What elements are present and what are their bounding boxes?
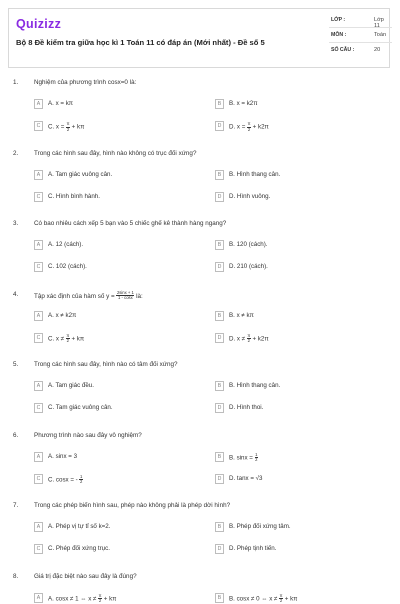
option-letter-box: D (215, 192, 224, 202)
option-text (229, 100, 258, 107)
answer-option[interactable] (215, 403, 375, 414)
question-text (34, 291, 143, 301)
question-text: Phương trình nào sau đây vô nghiệm? (34, 431, 142, 439)
option-letter-box: B (215, 170, 224, 180)
option-text-part: B. cosx ≠ 0 ⇔ x ≠ (229, 595, 280, 603)
option-letter-box: D (215, 262, 224, 272)
answer-option[interactable] (34, 593, 194, 604)
option-text-part: A. Phép vị tự tỉ số k=2. (48, 523, 111, 530)
option-text-part: A. sinx = 3 (48, 452, 78, 460)
worksheet-header (8, 8, 390, 68)
option-text (229, 475, 263, 482)
fraction-numerator: π (247, 332, 251, 338)
answer-option[interactable] (34, 403, 194, 414)
question-text-part: là: (134, 292, 143, 300)
fraction-denominator: 1 - cosx (118, 295, 133, 301)
option-text (48, 241, 83, 248)
option-text-part: D. Phép tịnh tiến. (229, 545, 277, 552)
subject-value: Toán (374, 32, 387, 38)
answer-option[interactable] (34, 170, 194, 181)
option-letter-box: D (215, 333, 224, 343)
option-letter-box: A (34, 311, 43, 321)
fraction-numerator: 1 (255, 451, 258, 457)
question-number: 2. (13, 149, 19, 157)
answer-option[interactable] (34, 544, 194, 555)
option-text-part: A. x = kπ (48, 100, 74, 107)
option-text (229, 404, 263, 411)
option-text-part: C. 102 (cách). (48, 263, 87, 270)
option-letter-box: A (34, 593, 43, 603)
option-text-part: C. cosx = - (48, 476, 80, 484)
fraction (79, 475, 82, 485)
option-text-part: C. x = (48, 123, 67, 131)
option-letter-box: C (34, 544, 43, 554)
fraction-denominator: 2 (279, 598, 283, 604)
answer-option[interactable] (34, 262, 194, 273)
fraction-denominator: 2 (98, 598, 102, 604)
answer-option[interactable] (215, 474, 375, 485)
option-letter-box: B (215, 522, 224, 532)
option-text-part: + kπ (69, 335, 85, 343)
option-text-part: C. Tam giác vuông cân. (48, 404, 113, 411)
option-letter-box: A (34, 240, 43, 250)
option-text (48, 475, 83, 485)
fraction (255, 453, 258, 463)
option-text-part: A. Tam giác đều. (48, 382, 94, 389)
option-text-part: B. x ≠ kπ (229, 311, 254, 319)
answer-option[interactable] (34, 192, 194, 203)
option-text-part: B. x = k2π (229, 100, 258, 107)
answer-option[interactable] (34, 522, 194, 533)
question-text: Nghiệm của phương trình cosx=0 là: (34, 79, 137, 86)
option-text (48, 263, 87, 270)
answer-option[interactable] (34, 99, 194, 110)
question-text: Có bao nhiêu cách xếp 5 bạn vào 5 chiếc ghế kê thành hàng ngang? (34, 220, 227, 227)
option-text-part: D. x ≠ (229, 335, 247, 343)
meta-divider (329, 42, 392, 43)
option-letter-box: C (34, 333, 43, 343)
fraction-denominator: 2 (247, 338, 250, 344)
option-text (229, 382, 280, 389)
fraction-denominator: 2 (66, 338, 69, 344)
option-text-part: A. Tam giác vuông cân. (48, 170, 113, 178)
answer-option[interactable] (215, 333, 375, 344)
option-letter-box: C (34, 474, 43, 484)
option-text (48, 545, 110, 552)
answer-option[interactable] (215, 544, 375, 555)
option-text-part: B. Hình thang cân. (229, 170, 281, 178)
option-text (229, 241, 268, 248)
question-number: 3. (13, 220, 19, 227)
fraction-denominator: 2 (79, 479, 83, 485)
question-number: 5. (13, 361, 19, 368)
option-text-part: B. Hình thang cân. (229, 382, 281, 389)
option-text (229, 594, 297, 604)
option-text (48, 171, 112, 178)
answer-option[interactable] (215, 121, 375, 132)
option-text (48, 382, 94, 389)
option-letter-box: C (34, 403, 43, 413)
fraction-numerator: π (66, 332, 70, 338)
option-letter-box: C (34, 262, 43, 272)
fraction-numerator: 2sinx + 1 (116, 289, 134, 295)
fraction-numerator: π (247, 121, 251, 126)
option-text (48, 122, 84, 132)
option-text (229, 523, 291, 530)
option-text (229, 263, 268, 270)
question-text: Trong các phép biến hình sau, phép nào không phải là phép dời hình? (34, 502, 231, 509)
option-text-part: + k2π (250, 335, 269, 343)
fraction-denominator: 2 (247, 126, 251, 132)
option-text-part: D. Hình thoi. (229, 404, 264, 411)
option-text (229, 193, 270, 200)
question-number: 7. (13, 502, 19, 509)
answer-option[interactable] (215, 99, 375, 110)
option-letter-box: D (215, 474, 224, 484)
option-text (48, 404, 113, 411)
option-letter-box: C (34, 192, 43, 202)
option-letter-box: D (215, 121, 224, 131)
option-text-part: + k2π (250, 123, 269, 131)
option-text-part: + kπ (69, 123, 85, 131)
option-text-part: C. Hình bình hành. (48, 192, 100, 200)
option-letter-box: B (215, 452, 224, 462)
option-letter-box: A (34, 99, 43, 109)
question-number: 8. (13, 572, 19, 580)
option-text (229, 545, 276, 552)
option-letter-box: D (215, 544, 224, 554)
option-text-part: D. x = (229, 123, 248, 131)
answer-option[interactable] (215, 262, 375, 273)
fraction-denominator: 2 (255, 457, 258, 463)
option-text-part: B. 120 (cách). (229, 241, 268, 248)
option-text-part: D. tanx = √3 (229, 474, 263, 482)
answer-option[interactable] (34, 333, 194, 344)
answer-option[interactable] (215, 593, 375, 604)
option-text (229, 171, 280, 178)
class-label: LỚP : (331, 17, 346, 23)
answer-option[interactable] (34, 240, 194, 251)
answer-option[interactable] (215, 170, 375, 181)
answer-option[interactable] (34, 381, 194, 392)
option-text-part: B. sinx = (229, 454, 255, 462)
answer-option[interactable] (34, 452, 194, 463)
answer-option[interactable] (215, 522, 375, 533)
option-text-part: + kπ (102, 595, 117, 603)
option-letter-box: A (34, 381, 43, 391)
option-letter-box: B (215, 240, 224, 250)
option-text-part: A. x ≠ k2π (48, 311, 77, 319)
fraction-denominator: 2 (66, 126, 70, 132)
subject-label: MÔN : (331, 32, 347, 38)
option-letter-box: A (34, 170, 43, 180)
option-letter-box: B (215, 99, 224, 109)
option-letter-box: B (215, 311, 224, 321)
fraction (116, 291, 134, 301)
option-text (48, 334, 84, 344)
option-text (48, 100, 73, 107)
option-text (48, 193, 100, 200)
option-text-part: C. x ≠ (48, 335, 66, 343)
question-text-part: Tập xác định của hàm số y = (34, 292, 117, 300)
question-number: 6. (13, 431, 19, 439)
answer-option[interactable] (215, 381, 375, 392)
answer-option[interactable] (34, 121, 194, 132)
option-text-part: A. cosx ≠ 1 ⇔ x ≠ (48, 595, 99, 603)
fraction-numerator: 1 (79, 473, 83, 479)
option-text (48, 312, 76, 319)
option-letter-box: B (215, 381, 224, 391)
answer-option[interactable] (34, 311, 194, 322)
question-count-value: 20 (374, 47, 381, 53)
option-text-part: A. 12 (cách). (48, 241, 84, 248)
option-text (229, 453, 258, 463)
quizizz-logo: Quizizz (16, 17, 62, 31)
option-text-part: D. 210 (cách). (229, 263, 268, 270)
answer-option[interactable] (215, 311, 375, 322)
question-text: Trong các hình sau đây, hình nào có tâm đối xứng? (34, 361, 178, 368)
fraction-numerator: π (98, 592, 102, 598)
answer-option[interactable] (215, 240, 375, 251)
answer-option[interactable] (215, 192, 375, 203)
fraction-numerator: π (66, 121, 70, 126)
question-text: Trong các hình sau đây, hình nào không có trục đối xứng? (34, 149, 197, 157)
answer-option[interactable] (34, 474, 194, 485)
option-text (229, 312, 254, 319)
question-number: 1. (13, 79, 19, 86)
option-text (229, 334, 269, 344)
option-letter-box: A (34, 522, 43, 532)
worksheet-title: Bộ 8 Đề kiểm tra giữa học kì 1 Toán 11 có đáp án (Mới nhất) - Đề số 5 (16, 38, 265, 47)
question-number: 4. (13, 290, 19, 298)
option-text (48, 523, 110, 530)
option-letter-box: D (215, 403, 224, 413)
option-text-part: + kπ (283, 595, 298, 603)
question-text: Giá trị đặc biệt nào sau đây là đúng? (34, 572, 137, 580)
option-text-part: C. Phép đối xứng trục. (48, 545, 110, 552)
option-letter-box: A (34, 452, 43, 462)
answer-option[interactable] (215, 452, 375, 463)
meta-divider (329, 27, 392, 28)
option-text-part: D. Hình vuông. (229, 192, 271, 200)
option-text (229, 122, 269, 132)
option-text (48, 594, 116, 604)
question-count-label: SỐ CÂU : (331, 47, 355, 53)
fraction-numerator: π (279, 592, 283, 598)
class-value: Lớp 11 (374, 17, 384, 29)
option-letter-box: C (34, 121, 43, 131)
option-text (48, 453, 77, 460)
option-letter-box: B (215, 593, 224, 603)
option-text-part: B. Phép đối xứng tâm. (229, 523, 291, 530)
